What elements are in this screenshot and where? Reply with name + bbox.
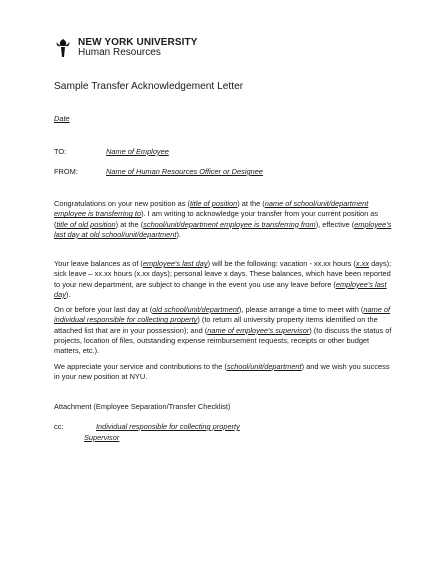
to-line xyxy=(54,147,169,156)
paragraph-text: ). xyxy=(65,289,71,299)
from-value: Name of Human Resources Officer or Designee xyxy=(106,167,263,176)
placeholder-field: x.xx xyxy=(355,259,370,268)
placeholder-field: name of individual responsible for collecting property xyxy=(54,305,391,325)
paragraph-text: ), effective ( xyxy=(315,219,355,229)
placeholder-field: school/unit/department employee is transferring from xyxy=(143,219,316,229)
cc-label: cc: xyxy=(54,422,64,431)
placeholder-field: title of old position xyxy=(56,219,116,229)
placeholder-field: name of employee's supervisor xyxy=(207,325,310,335)
paragraph-text: ) at the ( xyxy=(237,199,265,208)
paragraph-text: ) (to discuss the status of projects, location of files, outstanding expense reimbursement requests, receipts or other budget matters, etc.). xyxy=(54,325,392,356)
paragraph-text: ). xyxy=(176,229,181,239)
attachment-line: Attachment (Employee Separation/Transfer Checklist) xyxy=(54,402,231,411)
paragraph-text: ) (to return all university property items identified on the attached list that are in your possession); and ( xyxy=(54,315,378,335)
placeholder-field: name of school/unit/department employee is transferring to xyxy=(54,199,369,219)
paragraph-text: ) and we wish you success in your new position at NYU. xyxy=(54,362,390,382)
to-value: Name of Employee xyxy=(106,147,169,156)
paragraph-text: Congratulations on your new position as ( xyxy=(54,199,190,208)
paragraph-text: ). I am writing to acknowledge your transfer from your current position as ( xyxy=(54,209,379,229)
cc-property-contact: Individual responsible for collecting property xyxy=(96,422,240,431)
placeholder-field: old school/unit/department xyxy=(152,305,239,314)
paragraph-text: On or before your last day at ( xyxy=(54,305,153,314)
to-label: TO: xyxy=(54,147,67,156)
paragraph-text: ) will be the following: vacation - xx.xx hours ( xyxy=(207,259,356,268)
paragraph-text: Your leave balances as of ( xyxy=(54,259,143,268)
cc-supervisor: Supervisor xyxy=(84,433,120,442)
nyu-logo xyxy=(54,38,198,58)
paragraph-leave-balances xyxy=(54,259,394,300)
paragraph-text: ) at the ( xyxy=(115,219,144,229)
from-label: FROM: xyxy=(54,167,78,176)
placeholder-field: employee's last day xyxy=(54,279,387,299)
university-name: NEW YORK UNIVERSITY xyxy=(78,37,198,48)
paragraph-return-property xyxy=(54,305,394,356)
paragraph-text: ), please arrange a time to meet with ( xyxy=(238,305,364,314)
date-placeholder: Date xyxy=(54,114,70,123)
placeholder-field: school/unit/department xyxy=(226,362,302,371)
from-line xyxy=(54,167,263,176)
department-name: Human Resources xyxy=(78,47,161,58)
placeholder-field: title of position xyxy=(189,199,238,208)
placeholder-field: employee's last day xyxy=(142,259,208,268)
paragraph-text: We appreciate your service and contributions to the ( xyxy=(54,362,227,371)
paragraph-appreciation xyxy=(54,362,394,383)
nyu-torch-icon xyxy=(54,38,72,58)
paragraph-congratulations xyxy=(54,199,394,240)
letter-title: Sample Transfer Acknowledgement Letter xyxy=(54,81,244,92)
paragraph-text: days); sick leave – xx.xx hours (x.xx days); personal leave x days. These balances, which have been reported to your new department, are subject to change in the event you use any leave before ( xyxy=(54,259,392,289)
placeholder-field: employee's last day at old school/unit/department xyxy=(54,219,392,239)
